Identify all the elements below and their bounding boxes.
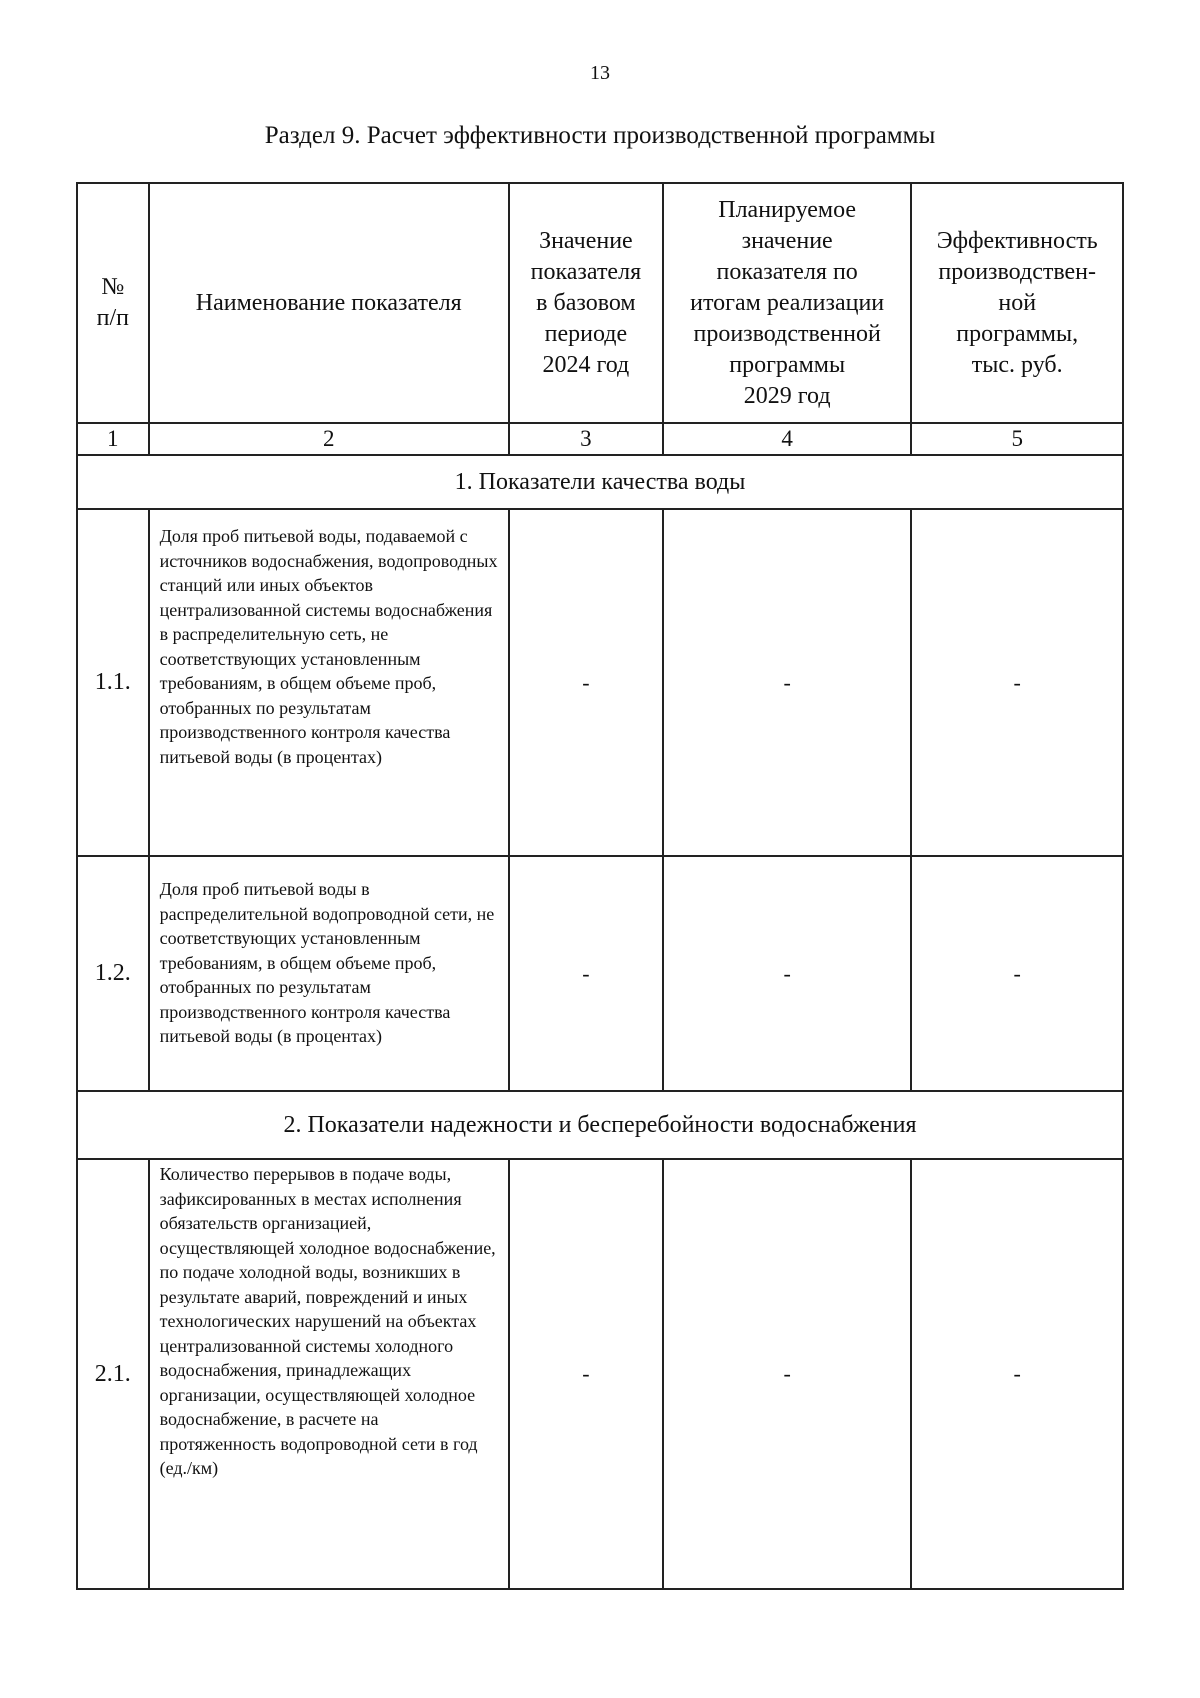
planned-value: - [663, 509, 911, 856]
column-number: 4 [663, 423, 911, 455]
base-value: - [509, 856, 663, 1091]
group-row [77, 1091, 1123, 1159]
base-value: - [509, 509, 663, 856]
group-title: 1. Показатели качества воды [77, 455, 1123, 509]
indicator-name: Количество перерывов в подаче воды, зафиксированных в местах исполнения обязательств организацией, осуществляющей холодное водоснабжение, по подаче холодной воды, возникших в результате аварий, повреждений и иных технологических нарушений на объектах централизованной системы холодного водоснабжения, принадлежащих организации, осуществляющей холодное водоснабжение, в расчете на протяженность водопроводной сети в год (ед./км) [159, 1164, 496, 1478]
indicator-name-cell [149, 1159, 509, 1589]
row-number: 2.1. [77, 1159, 149, 1589]
indicator-name: Доля проб питьевой воды, подаваемой с источников водоснабжения, водопроводных станций или иных объектов централизованной системы водоснабжения в распределительную сеть, не соответствующих установленным требованиям, в общем объеме проб, отобранных по результатам производственного контроля качества питьевой воды (в процентах) [159, 526, 498, 767]
indicator-name: Доля проб питьевой воды в распределительной водопроводной сети, не соответствующих установленным требованиям, в общем объеме проб, отобранных по результатам производственного контроля качества питьевой воды (в процентах) [159, 879, 495, 1046]
header-planned-value-text: Планируемое значение показателя по итогам реализации производственной программы 2029 год [690, 196, 885, 409]
row-number: 1.2. [77, 856, 149, 1091]
efficiency-value: - [911, 509, 1123, 856]
indicator-name-cell [149, 509, 509, 856]
header-base-value [509, 183, 663, 423]
table-row [77, 1159, 1123, 1589]
efficiency-table [76, 182, 1124, 1590]
row-number: 1.1. [77, 509, 149, 856]
indicator-name-cell [149, 856, 509, 1091]
header-planned-value [663, 183, 911, 423]
efficiency-value: - [911, 1159, 1123, 1589]
base-value: - [509, 1159, 663, 1589]
section-title: Раздел 9. Расчет эффективности производственной программы [264, 122, 936, 149]
header-number-text: № п/п [96, 274, 129, 331]
table-row [77, 509, 1123, 856]
header-efficiency-text: Эффективность производствен- ной программы, тыс. руб. [936, 227, 1098, 378]
header-number [77, 183, 149, 423]
column-number: 1 [77, 423, 149, 455]
planned-value: - [663, 856, 911, 1091]
header-indicator-name-text: Наименование показателя [195, 289, 462, 316]
header-base-value-text: Значение показателя в базовом периоде 2024 год [530, 227, 642, 378]
table-row [77, 856, 1123, 1091]
column-number: 2 [149, 423, 509, 455]
header-efficiency [911, 183, 1123, 423]
column-numbers-row [77, 423, 1123, 455]
group-row [77, 455, 1123, 509]
header-indicator-name [149, 183, 509, 423]
column-number: 3 [509, 423, 663, 455]
column-number: 5 [911, 423, 1123, 455]
group-title: 2. Показатели надежности и бесперебойности водоснабжения [77, 1091, 1123, 1159]
page-number: 13 [590, 62, 610, 84]
planned-value: - [663, 1159, 911, 1589]
table-header-row [77, 183, 1123, 423]
efficiency-value: - [911, 856, 1123, 1091]
